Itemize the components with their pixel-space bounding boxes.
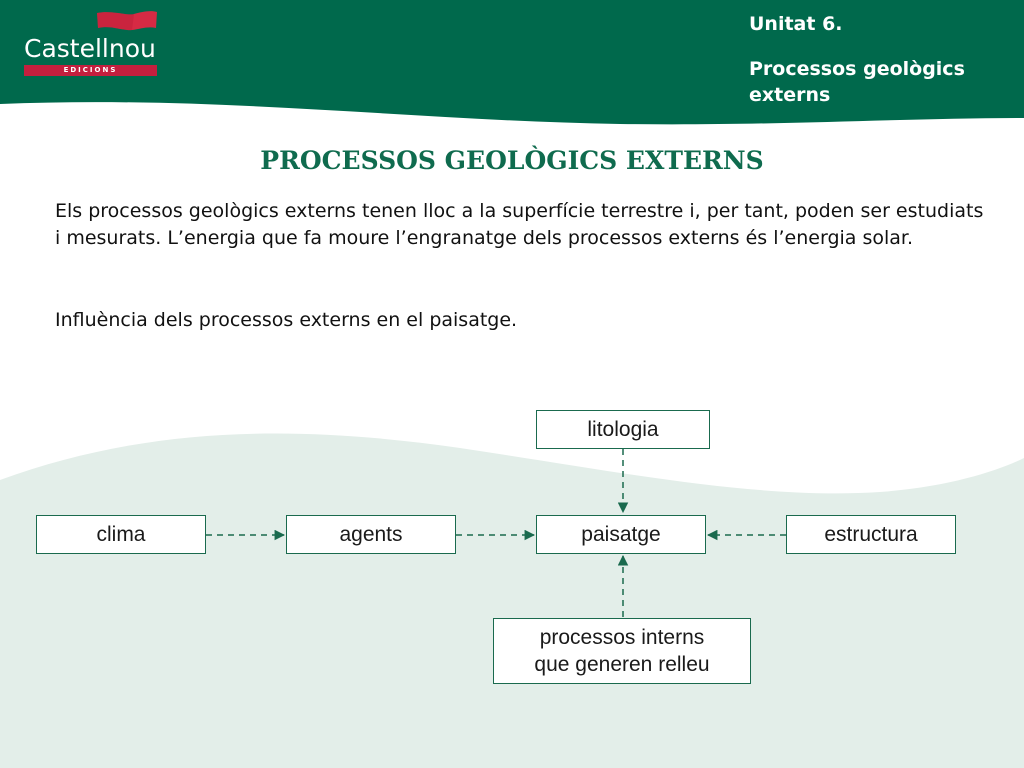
unit-label: Unitat 6. (749, 13, 843, 35)
unit-title: Processos geològics externs (749, 58, 965, 106)
intro-paragraph: Els processos geològics externs tenen lloc a la superfície terrestre i, per tant, poden ser estudiats i mesurats. L’energia que fa moure l’engranatge dels processos externs és l’energia solar. (55, 200, 984, 249)
node-processos-line1: processos interns (539, 626, 705, 649)
node-paisatge: paisatge (536, 515, 706, 554)
node-agents: agents (286, 515, 456, 554)
diagram-caption: Influència dels processos externs en el paisatge. (55, 309, 518, 331)
node-litologia: litologia (536, 410, 710, 449)
node-processos-line2: que generen relleu (534, 653, 710, 676)
node-clima: clima (36, 515, 206, 554)
page-title: PROCESSOS GEOLÒGICS EXTERNS (260, 146, 764, 175)
node-processos-interns (493, 618, 751, 684)
logo-subtext: EDICIONS (63, 66, 118, 74)
logo-text: Castellnou (24, 34, 156, 63)
node-estructura: estructura (786, 515, 956, 554)
